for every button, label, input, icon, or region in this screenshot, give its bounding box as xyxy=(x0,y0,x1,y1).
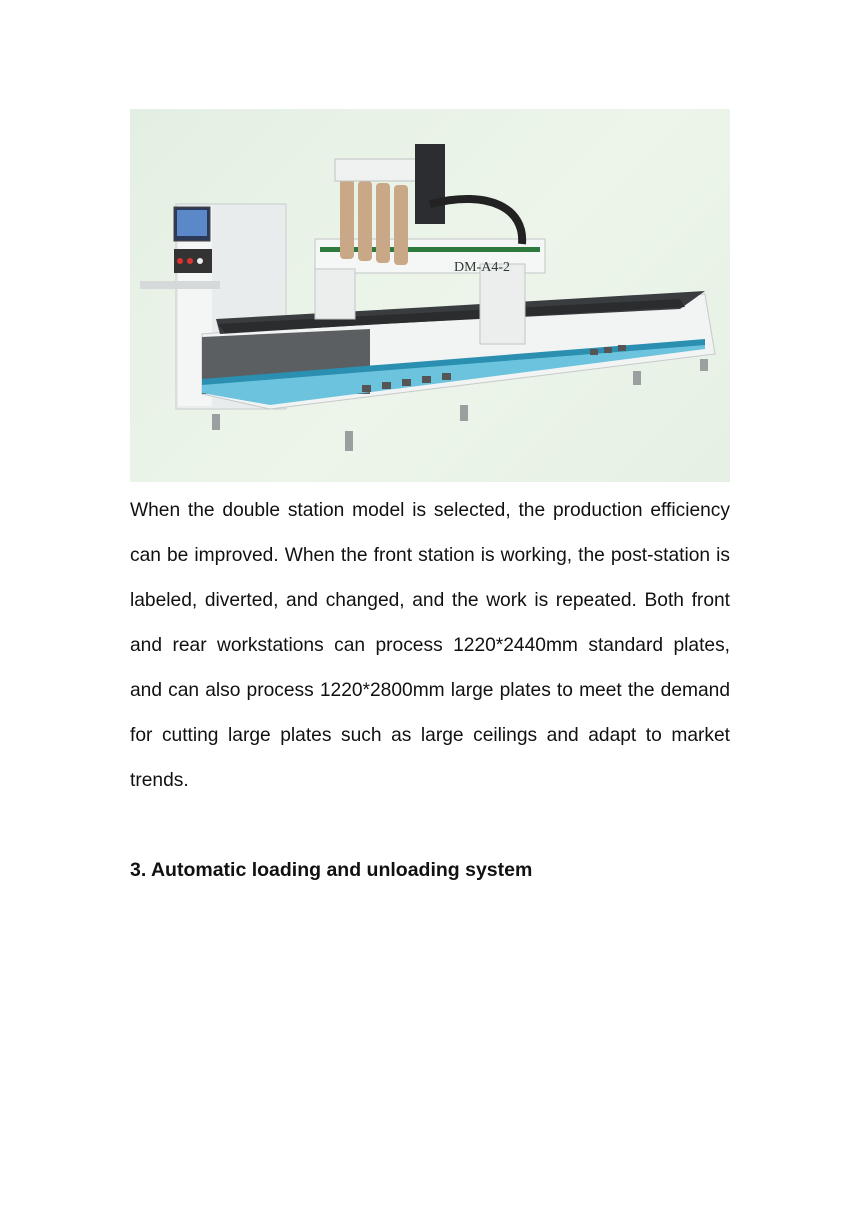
section-heading: 3. Automatic loading and unloading system xyxy=(130,859,533,881)
cnc-machine-illustration xyxy=(130,109,730,482)
product-photo xyxy=(130,109,730,482)
machine-model-label: DM-A4-2 xyxy=(454,260,510,275)
body-paragraph: When the double station model is selected, the production efficiency can be improved. When the front station is working, the post-station is labeled, diverted, and changed, and the work is repeated. Both front and rear workstations can process 1220*2440mm standard plates, and can also process 1220*2800mm large plates to meet the demand for cutting large plates such as large ceilings and adapt to market trends. xyxy=(130,500,730,791)
